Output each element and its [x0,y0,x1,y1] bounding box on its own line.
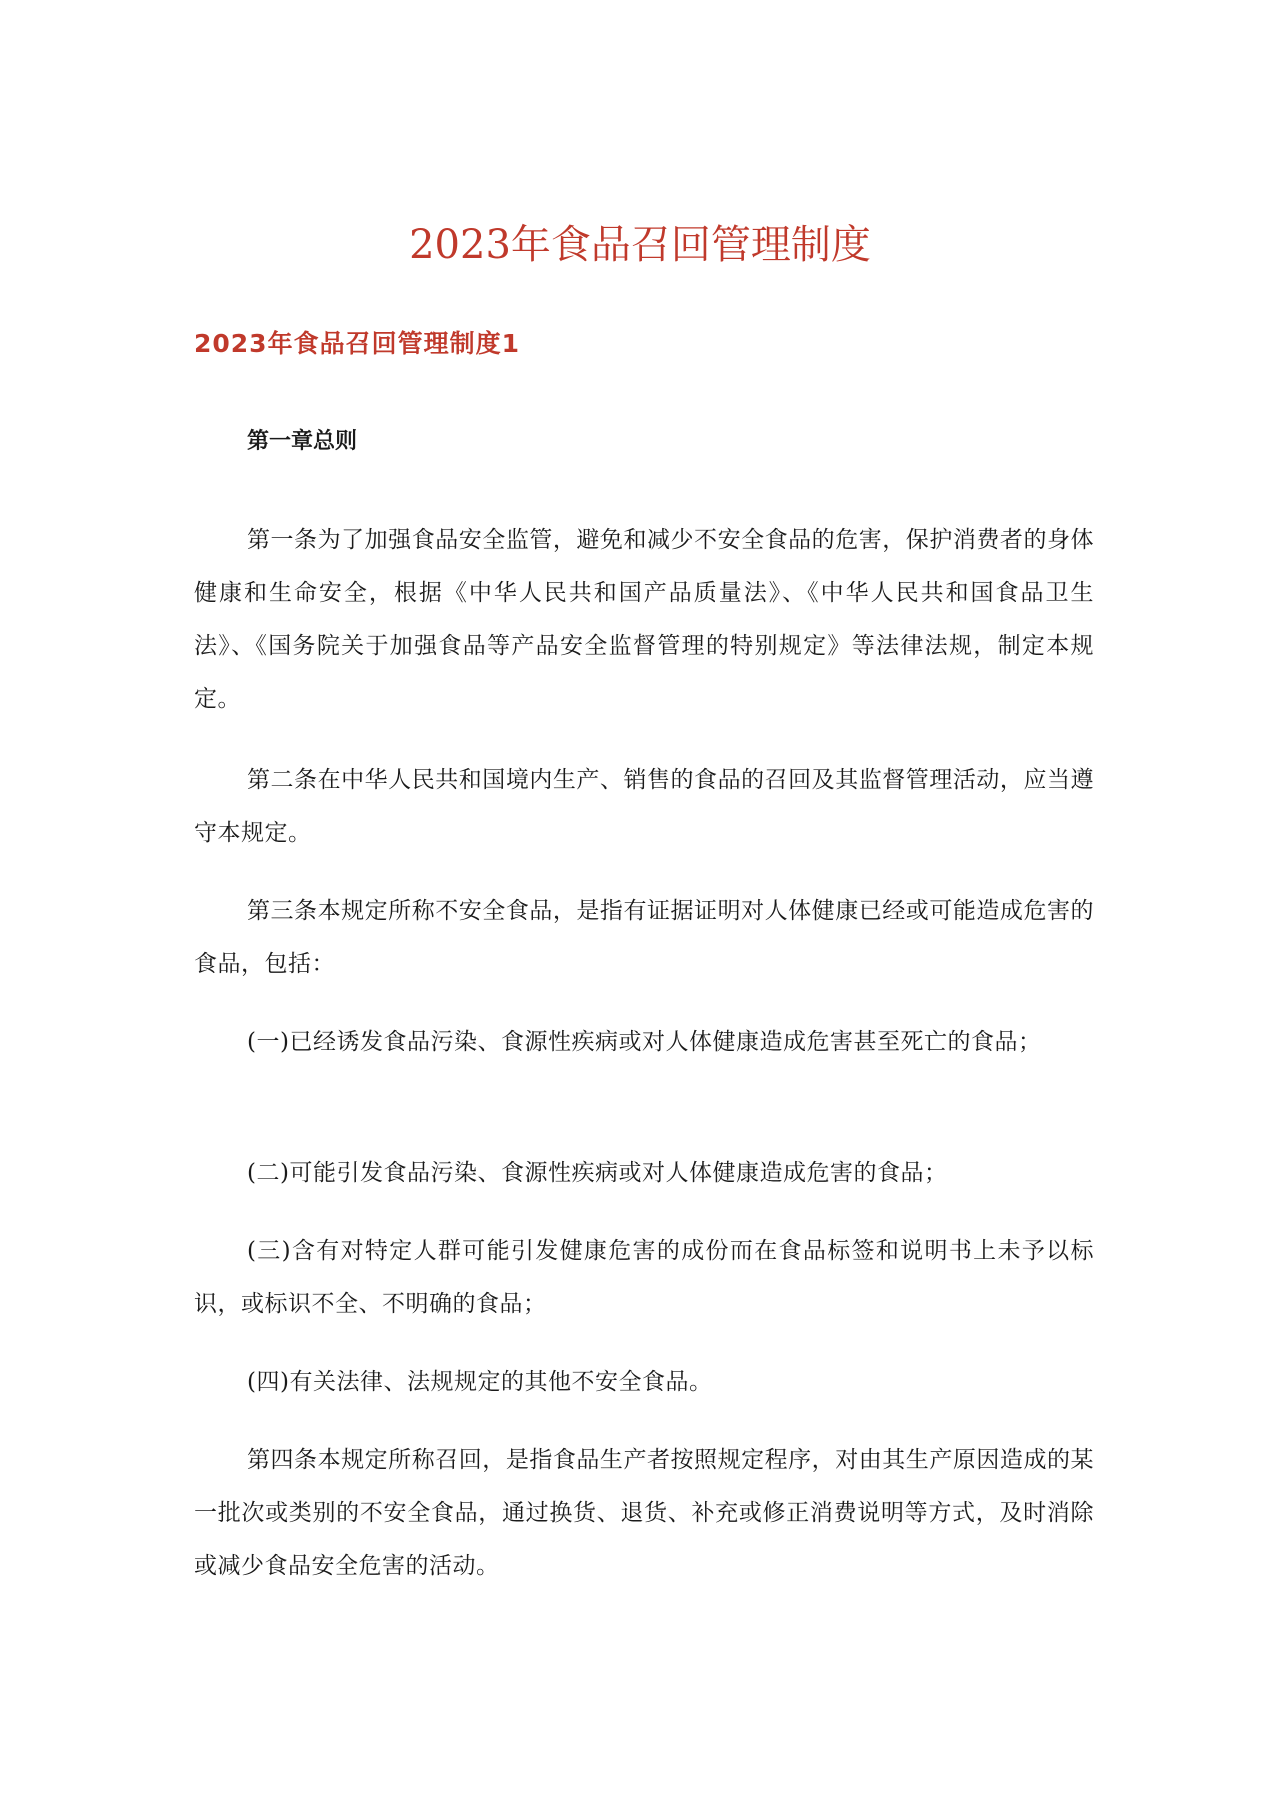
document-title: 2023年食品召回管理制度 [409,221,871,268]
paragraph-item-1: (一)已经诱发食品污染、食源性疾病或对人体健康造成危害甚至死亡的食品； [247,1029,1042,1055]
section-title: 2023年食品召回管理制度1 [194,329,520,358]
paragraph-article-1: 第一条为了加强食品安全监管，避免和减少不安全食品的危害，保护消费者的身体健康和生命安全，根据《中华人民共和国产品质量法》、《中华人民共和国食品卫生法》、《国务院关于加强食品等产品安全监督管理的特别规定》等法律法规，制定本规定。 [194,527,1094,712]
paragraph-item-3: (三)含有对特定人群可能引发健康危害的成份而在食品标签和说明书上未予以标识，或标识不全、不明确的食品； [194,1238,1094,1317]
paragraph-item-2: (二)可能引发食品污染、食源性疾病或对人体健康造成危害的食品； [247,1160,948,1186]
paragraph-article-2: 第二条在中华人民共和国境内生产、销售的食品的召回及其监督管理活动，应当遵守本规定。 [194,767,1094,846]
chapter-heading: 第一章总则 [247,429,358,454]
paragraph-article-3: 第三条本规定所称不安全食品，是指有证据证明对人体健康已经或可能造成危害的食品，包括： [194,898,1094,977]
paragraph-item-4: (四)有关法律、法规规定的其他不安全食品。 [247,1369,713,1395]
paragraph-article-4: 第四条本规定所称召回，是指食品生产者按照规定程序，对由其生产原因造成的某一批次或类别的不安全食品，通过换货、退货、补充或修正消费说明等方式，及时消除或减少食品安全危害的活动。 [194,1447,1094,1579]
